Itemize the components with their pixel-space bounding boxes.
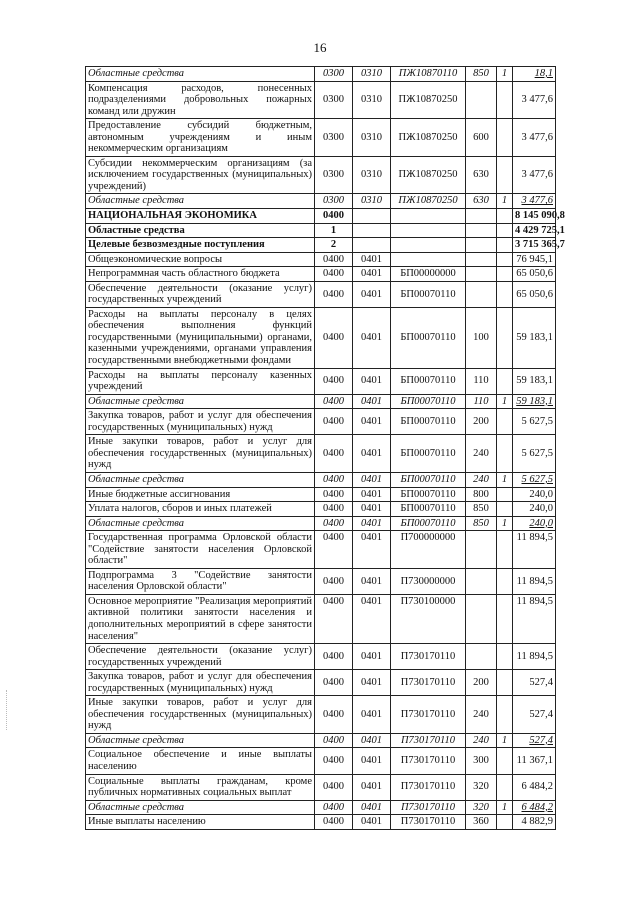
cell-expense-type: [466, 594, 497, 643]
cell-source: [497, 223, 513, 238]
cell-amount: 11 894,5: [513, 644, 556, 670]
cell-razdel: 0400: [315, 644, 353, 670]
cell-name: Социальное обеспечение и иные выплаты населению: [86, 748, 315, 774]
cell-source: [497, 502, 513, 517]
cell-name: Предоставление субсидий бюджетным, автономным учреждениям и иным некоммерческим организациям: [86, 119, 315, 157]
cell-razdel: 0300: [315, 156, 353, 194]
cell-name: Областные средства: [86, 516, 315, 531]
cell-razdel: 0400: [315, 531, 353, 569]
cell-razdel: 0400: [315, 368, 353, 394]
cell-source: 1: [497, 516, 513, 531]
cell-source: [497, 748, 513, 774]
cell-razdel: 0400: [315, 696, 353, 734]
table-row: [86, 733, 556, 748]
cell-razdel: 2: [315, 238, 353, 253]
cell-target-article: БП00070110: [391, 409, 466, 435]
cell-amount: 3 477,6: [513, 156, 556, 194]
cell-expense-type: 360: [466, 815, 497, 830]
cell-name: Непрограммная часть областного бюджета: [86, 267, 315, 282]
cell-target-article: БП00070110: [391, 281, 466, 307]
table-row: [86, 67, 556, 82]
cell-razdel: 0400: [315, 252, 353, 267]
table-row: [86, 696, 556, 734]
cell-razdel: 0300: [315, 81, 353, 119]
cell-expense-type: 320: [466, 774, 497, 800]
cell-amount: 4 429 725,1: [513, 223, 556, 238]
cell-target-article: БП00000000: [391, 267, 466, 282]
table-row: [86, 238, 556, 253]
cell-razdel: 0300: [315, 194, 353, 209]
cell-podrazdel: 0401: [353, 748, 391, 774]
cell-target-article: ПЖ10870250: [391, 194, 466, 209]
cell-name: Иные закупки товаров, работ и услуг для обеспечения государственных (муниципальных) нужд: [86, 435, 315, 473]
cell-amount: 76 945,1: [513, 252, 556, 267]
cell-source: [497, 209, 513, 224]
cell-expense-type: [466, 531, 497, 569]
cell-amount: 59 183,1: [513, 307, 556, 368]
cell-podrazdel: 0401: [353, 394, 391, 409]
cell-name: Расходы на выплаты персоналу казенных учреждений: [86, 368, 315, 394]
cell-name: Областные средства: [86, 733, 315, 748]
cell-razdel: 0400: [315, 435, 353, 473]
cell-name: Областные средства: [86, 800, 315, 815]
cell-podrazdel: 0401: [353, 774, 391, 800]
cell-podrazdel: 0401: [353, 307, 391, 368]
cell-podrazdel: 0401: [353, 252, 391, 267]
cell-name: Подпрограмма 3 "Содействие занятости населения Орловской области": [86, 568, 315, 594]
cell-podrazdel: [353, 238, 391, 253]
cell-amount: 8 145 090,8: [513, 209, 556, 224]
cell-expense-type: 240: [466, 472, 497, 487]
cell-target-article: П730100000: [391, 594, 466, 643]
cell-name: Общеэкономические вопросы: [86, 252, 315, 267]
cell-target-article: П730170110: [391, 644, 466, 670]
table-row: [86, 267, 556, 282]
cell-source: 1: [497, 800, 513, 815]
cell-amount: 11 367,1: [513, 748, 556, 774]
cell-razdel: 0400: [315, 568, 353, 594]
cell-target-article: П730170110: [391, 815, 466, 830]
table-row: [86, 119, 556, 157]
budget-table: [85, 66, 565, 830]
cell-amount: 65 050,6: [513, 267, 556, 282]
budget-table-body: [86, 67, 565, 830]
cell-target-article: [391, 252, 466, 267]
table-row: [86, 409, 556, 435]
cell-name: Иные закупки товаров, работ и услуг для обеспечения государственных (муниципальных) нужд: [86, 696, 315, 734]
cell-razdel: 0400: [315, 748, 353, 774]
cell-source: [497, 487, 513, 502]
cell-razdel: 0400: [315, 670, 353, 696]
cell-source: [497, 774, 513, 800]
cell-amount: 6 484,2: [513, 800, 556, 815]
table-row: [86, 748, 556, 774]
cell-podrazdel: [353, 223, 391, 238]
page-number: 16: [313, 40, 327, 55]
cell-target-article: П730170110: [391, 733, 466, 748]
cell-source: 1: [497, 67, 513, 82]
cell-podrazdel: 0401: [353, 594, 391, 643]
table-row: [86, 252, 556, 267]
cell-source: [497, 594, 513, 643]
cell-expense-type: [466, 252, 497, 267]
cell-amount: 11 894,5: [513, 594, 556, 643]
cell-razdel: 0400: [315, 487, 353, 502]
cell-expense-type: [466, 568, 497, 594]
cell-amount: 240,0: [513, 487, 556, 502]
cell-razdel: 0400: [315, 594, 353, 643]
cell-expense-type: [466, 267, 497, 282]
cell-podrazdel: 0401: [353, 800, 391, 815]
cell-source: [497, 531, 513, 569]
cell-expense-type: 630: [466, 156, 497, 194]
cell-name: Областные средства: [86, 67, 315, 82]
cell-expense-type: [466, 644, 497, 670]
cell-target-article: ПЖ10870250: [391, 119, 466, 157]
cell-name: Уплата налогов, сборов и иных платежей: [86, 502, 315, 517]
cell-amount: 5 627,5: [513, 409, 556, 435]
cell-name: Основное мероприятие "Реализация мероприятий активной политики занятости населения и дополнительных мероприятий в сфере занятости населения": [86, 594, 315, 643]
cell-target-article: П730000000: [391, 568, 466, 594]
cell-amount: 527,4: [513, 733, 556, 748]
cell-source: [497, 435, 513, 473]
table-row: [86, 774, 556, 800]
cell-expense-type: 630: [466, 194, 497, 209]
cell-name: Целевые безвозмездные поступления: [86, 238, 315, 253]
cell-target-article: БП00070110: [391, 487, 466, 502]
table-row: [86, 194, 556, 209]
cell-podrazdel: 0310: [353, 156, 391, 194]
cell-amount: 5 627,5: [513, 435, 556, 473]
cell-source: [497, 368, 513, 394]
cell-target-article: П730170110: [391, 774, 466, 800]
cell-podrazdel: 0401: [353, 487, 391, 502]
cell-podrazdel: 0401: [353, 267, 391, 282]
cell-amount: 3 715 365,7: [513, 238, 556, 253]
table-row: [86, 594, 556, 643]
cell-podrazdel: 0401: [353, 472, 391, 487]
cell-amount: 240,0: [513, 502, 556, 517]
cell-name: Областные средства: [86, 223, 315, 238]
cell-target-article: П730170110: [391, 670, 466, 696]
cell-podrazdel: 0401: [353, 644, 391, 670]
cell-target-article: П730170110: [391, 696, 466, 734]
table-row: [86, 800, 556, 815]
cell-source: [497, 307, 513, 368]
cell-razdel: 0400: [315, 815, 353, 830]
cell-target-article: [391, 238, 466, 253]
cell-target-article: ПЖ10870110: [391, 67, 466, 82]
table-row: [86, 670, 556, 696]
table-row: [86, 531, 556, 569]
cell-expense-type: 240: [466, 435, 497, 473]
cell-source: [497, 670, 513, 696]
cell-source: 1: [497, 733, 513, 748]
table-row: [86, 156, 556, 194]
cell-podrazdel: 0401: [353, 568, 391, 594]
cell-name: Закупка товаров, работ и услуг для обеспечения государственных (муниципальных) нужд: [86, 409, 315, 435]
cell-name: Закупка товаров, работ и услуг для обеспечения государственных (муниципальных) нужд: [86, 670, 315, 696]
cell-amount: 5 627,5: [513, 472, 556, 487]
cell-expense-type: [466, 238, 497, 253]
cell-expense-type: 200: [466, 670, 497, 696]
cell-target-article: [391, 223, 466, 238]
cell-razdel: 0400: [315, 800, 353, 815]
cell-target-article: БП00070110: [391, 368, 466, 394]
table-row: [86, 815, 556, 830]
cell-amount: 240,0: [513, 516, 556, 531]
cell-target-article: П700000000: [391, 531, 466, 569]
cell-podrazdel: 0401: [353, 435, 391, 473]
cell-podrazdel: 0401: [353, 815, 391, 830]
cell-target-article: П730170110: [391, 800, 466, 815]
cell-razdel: 0400: [315, 409, 353, 435]
table-row: [86, 307, 556, 368]
cell-amount: 6 484,2: [513, 774, 556, 800]
cell-target-article: БП00070110: [391, 502, 466, 517]
cell-amount: 4 882,9: [513, 815, 556, 830]
cell-source: [497, 281, 513, 307]
cell-podrazdel: 0401: [353, 368, 391, 394]
cell-podrazdel: 0310: [353, 119, 391, 157]
cell-razdel: 1: [315, 223, 353, 238]
cell-source: 1: [497, 194, 513, 209]
cell-source: [497, 644, 513, 670]
cell-expense-type: 300: [466, 748, 497, 774]
cell-amount: 18,1: [513, 67, 556, 82]
table-row: [86, 568, 556, 594]
cell-amount: 11 894,5: [513, 531, 556, 569]
table-row: [86, 516, 556, 531]
cell-expense-type: 850: [466, 516, 497, 531]
cell-razdel: 0400: [315, 307, 353, 368]
cell-expense-type: 850: [466, 502, 497, 517]
cell-name: Обеспечение деятельности (оказание услуг) государственных учреждений: [86, 644, 315, 670]
table-row: [86, 435, 556, 473]
cell-amount: 3 477,6: [513, 194, 556, 209]
cell-amount: 3 477,6: [513, 119, 556, 157]
cell-target-article: ПЖ10870250: [391, 81, 466, 119]
cell-expense-type: 240: [466, 696, 497, 734]
cell-target-article: БП00070110: [391, 394, 466, 409]
table-row: [86, 487, 556, 502]
cell-target-article: БП00070110: [391, 435, 466, 473]
cell-razdel: 0400: [315, 472, 353, 487]
cell-expense-type: [466, 81, 497, 119]
cell-source: [497, 81, 513, 119]
cell-podrazdel: 0310: [353, 67, 391, 82]
cell-target-article: ПЖ10870250: [391, 156, 466, 194]
cell-source: [497, 267, 513, 282]
table-row: [86, 644, 556, 670]
cell-source: [497, 696, 513, 734]
table-row: [86, 223, 556, 238]
cell-amount: 59 183,1: [513, 368, 556, 394]
cell-expense-type: 110: [466, 368, 497, 394]
cell-name: Расходы на выплаты персоналу в целях обеспечения выполнения функций государственными (муниципальными) органами, казенными учреждениями, органами управления государственными внебюджетными фондами: [86, 307, 315, 368]
cell-name: Иные бюджетные ассигнования: [86, 487, 315, 502]
cell-razdel: 0400: [315, 394, 353, 409]
table-row: [86, 281, 556, 307]
cell-target-article: БП00070110: [391, 307, 466, 368]
cell-podrazdel: 0401: [353, 531, 391, 569]
cell-razdel: 0400: [315, 209, 353, 224]
table-row: [86, 394, 556, 409]
cell-name: Областные средства: [86, 194, 315, 209]
cell-source: [497, 815, 513, 830]
cell-razdel: 0400: [315, 733, 353, 748]
cell-source: 1: [497, 472, 513, 487]
cell-name: Иные выплаты населению: [86, 815, 315, 830]
cell-podrazdel: [353, 209, 391, 224]
cell-name: Компенсация расходов, понесенных подразделениями добровольных пожарных команд или дружин: [86, 81, 315, 119]
cell-amount: 59 183,1: [513, 394, 556, 409]
cell-amount: 527,4: [513, 696, 556, 734]
cell-name: НАЦИОНАЛЬНАЯ ЭКОНОМИКА: [86, 209, 315, 224]
cell-expense-type: [466, 281, 497, 307]
cell-target-article: БП00070110: [391, 516, 466, 531]
cell-expense-type: 110: [466, 394, 497, 409]
table-row: [86, 472, 556, 487]
cell-source: [497, 238, 513, 253]
table-row: [86, 502, 556, 517]
cell-podrazdel: 0310: [353, 81, 391, 119]
cell-razdel: 0300: [315, 67, 353, 82]
cell-amount: 527,4: [513, 670, 556, 696]
cell-razdel: 0400: [315, 267, 353, 282]
cell-source: [497, 156, 513, 194]
cell-name: Субсидии некоммерческим организациям (за исключением государственных (муниципальных) учреждений): [86, 156, 315, 194]
cell-expense-type: 200: [466, 409, 497, 435]
cell-expense-type: 320: [466, 800, 497, 815]
table-row: [86, 81, 556, 119]
cell-source: [497, 568, 513, 594]
cell-source: [497, 409, 513, 435]
cell-razdel: 0400: [315, 502, 353, 517]
cell-expense-type: 240: [466, 733, 497, 748]
cell-amount: 3 477,6: [513, 81, 556, 119]
cell-razdel: 0400: [315, 281, 353, 307]
cell-name: Государственная программа Орловской области "Содействие занятости населения Орловской области": [86, 531, 315, 569]
table-row: [86, 368, 556, 394]
cell-podrazdel: 0401: [353, 502, 391, 517]
cell-podrazdel: 0310: [353, 194, 391, 209]
cell-expense-type: 850: [466, 67, 497, 82]
cell-source: 1: [497, 394, 513, 409]
cell-razdel: 0300: [315, 119, 353, 157]
cell-expense-type: 100: [466, 307, 497, 368]
cell-name: Областные средства: [86, 472, 315, 487]
cell-amount: 65 050,6: [513, 281, 556, 307]
cell-name: Обеспечение деятельности (оказание услуг) государственных учреждений: [86, 281, 315, 307]
cell-source: [497, 252, 513, 267]
cell-target-article: П730170110: [391, 748, 466, 774]
cell-expense-type: 600: [466, 119, 497, 157]
cell-podrazdel: 0401: [353, 516, 391, 531]
cell-podrazdel: 0401: [353, 409, 391, 435]
cell-source: [497, 119, 513, 157]
cell-podrazdel: 0401: [353, 670, 391, 696]
cell-expense-type: [466, 209, 497, 224]
cell-expense-type: [466, 223, 497, 238]
table-row: [86, 209, 556, 224]
cell-razdel: 0400: [315, 516, 353, 531]
cell-name: Областные средства: [86, 394, 315, 409]
cell-name: Социальные выплаты гражданам, кроме публичных нормативных социальных выплат: [86, 774, 315, 800]
cell-podrazdel: 0401: [353, 281, 391, 307]
cell-target-article: [391, 209, 466, 224]
cell-target-article: БП00070110: [391, 472, 466, 487]
cell-razdel: 0400: [315, 774, 353, 800]
scan-margin-mark: [6, 690, 11, 730]
cell-amount: 11 894,5: [513, 568, 556, 594]
cell-podrazdel: 0401: [353, 733, 391, 748]
cell-expense-type: 800: [466, 487, 497, 502]
cell-podrazdel: 0401: [353, 696, 391, 734]
